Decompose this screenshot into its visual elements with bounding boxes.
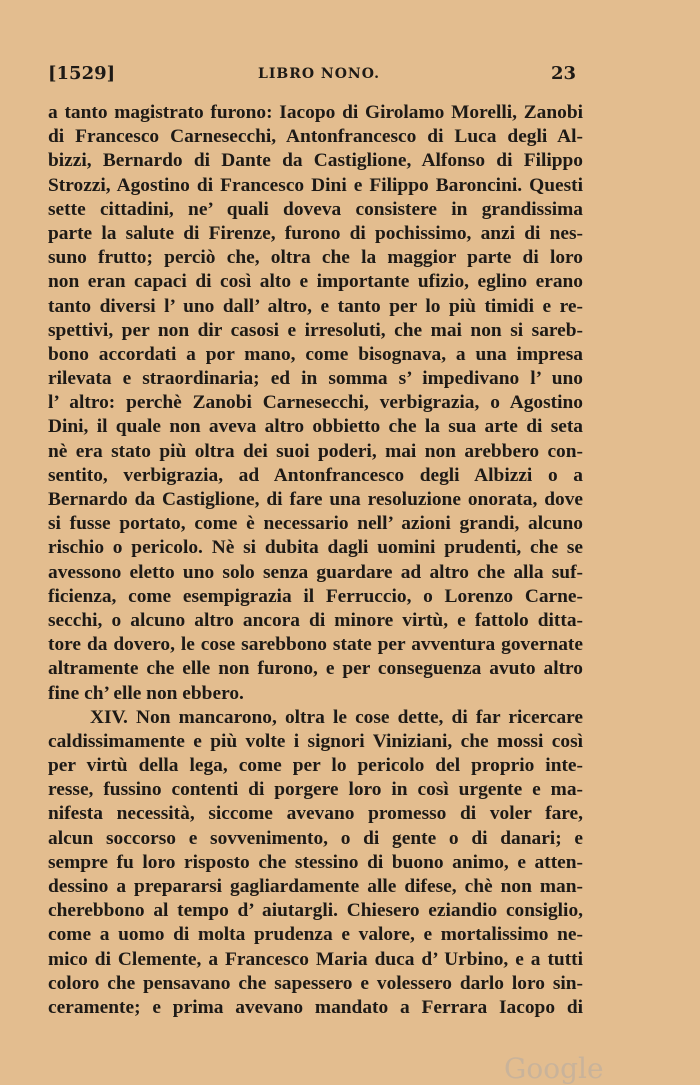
- text-line: nè era stato più oltra dei suoi poderi, mai non arebbero con-: [48, 440, 583, 462]
- text-line: suno frutto; perciò che, oltra che la maggior parte di loro: [48, 247, 583, 269]
- text-line: caldissimamente e più volte i signori Viniziani, che mossi così: [48, 730, 583, 752]
- text-line: non eran capaci di così alto e importante ufizio, eglino erano: [48, 271, 583, 293]
- text-line: bono accordati a por mano, come bisognava, a una impresa: [48, 343, 583, 365]
- text-line: altramente che elle non furono, e per conseguenza avuto altro: [48, 658, 583, 680]
- section-start-line: XIV. Non mancarono, oltra le cose dette, di far ricercare: [90, 706, 583, 728]
- text-line: coloro che pensavano che sapessero e volessero darlo loro sin-: [48, 972, 583, 994]
- text-line: parte la salute di Firenze, furono di pochissimo, anzi di nes-: [48, 222, 583, 244]
- text-line: sette cittadini, ne’ quali doveva consistere in grandissima: [48, 198, 583, 220]
- text-line: resse, fussino contenti di porgere loro in così urgente e ma-: [48, 779, 583, 801]
- text-line: nifesta necessità, siccome avevano promesso di voler fare,: [48, 803, 583, 825]
- text-line: tanto diversi l’ uno dall’ altro, e tanto per lo più timidi e re-: [48, 295, 583, 317]
- text-line: secchi, o alcuno altro ancora di minore virtù, e fattolo ditta-: [48, 609, 583, 631]
- text-line: rischio o pericolo. Nè si dubita dagli uomini prudenti, che se: [48, 537, 583, 559]
- text-line: mico di Clemente, a Francesco Maria duca d’ Urbino, e a tutti: [48, 948, 583, 970]
- text-line: di Francesco Carnesecchi, Antonfrancesco di Luca degli Al-: [48, 126, 583, 148]
- text-line: ceramente; e prima avevano mandato a Ferrara Iacopo di: [48, 996, 583, 1018]
- text-line: dessino a prepararsi gagliardamente alle difese, chè non man-: [48, 876, 583, 897]
- paragraph-end-line: fine ch’ elle non ebbero.: [48, 682, 244, 704]
- text-line: l’ altro: perchè Zanobi Carnesecchi, verbigrazia, o Agostino: [48, 392, 583, 414]
- header-book-title: LIBRO NONO.: [258, 66, 380, 82]
- text-line: avessono eletto uno solo senza guardare ad altro che alla suf-: [48, 561, 583, 583]
- google-watermark: Google: [504, 1052, 604, 1085]
- text-line: Dini, il quale non aveva altro obbietto che la sua arte di seta: [48, 416, 583, 438]
- text-line: spettivi, per non dir casosi e irresoluti, che mai non si sareb-: [48, 319, 583, 341]
- text-line: a tanto magistrato furono: Iacopo di Girolamo Morelli, Zanobi: [48, 102, 583, 123]
- text-line: rilevata e straordinaria; ed in somma s’ impedivano l’ uno: [48, 368, 583, 390]
- text-line: come a uomo di molta prudenza e valore, e mortalissimo ne-: [48, 924, 583, 946]
- text-line: si fusse portato, come è necessario nell’ azioni grandi, alcuno: [48, 513, 583, 535]
- header-year: [1529]: [48, 63, 116, 84]
- text-line: sentito, verbigrazia, ad Antonfrancesco degli Albizzi o a: [48, 464, 583, 486]
- page-number: 23: [550, 63, 576, 84]
- text-line: Strozzi, Agostino di Francesco Dini e Filippo Baroncini. Questi: [48, 174, 583, 196]
- text-line: bizzi, Bernardo di Dante da Castiglione, Alfonso di Filippo: [48, 150, 583, 172]
- text-line: per virtù della lega, come per lo pericolo del proprio inte-: [48, 755, 583, 777]
- text-line: tore da dovero, le cose sarebbono state per avventura governate: [48, 634, 583, 656]
- running-header: [48, 63, 576, 89]
- text-line: ficienza, come esempigrazia il Ferruccio, o Lorenzo Carne-: [48, 585, 583, 607]
- text-line: cherebbono al tempo d’ aiutargli. Chiesero eziandio consiglio,: [48, 900, 583, 922]
- body-text: [48, 101, 583, 1020]
- text-line: alcun soccorso e sovvenimento, o di gente o di danari; e: [48, 827, 583, 849]
- text-line: sempre fu loro risposto che stessino di buono animo, e atten-: [48, 851, 583, 873]
- text-line: Bernardo da Castiglione, di fare una resoluzione onorata, dove: [48, 489, 583, 510]
